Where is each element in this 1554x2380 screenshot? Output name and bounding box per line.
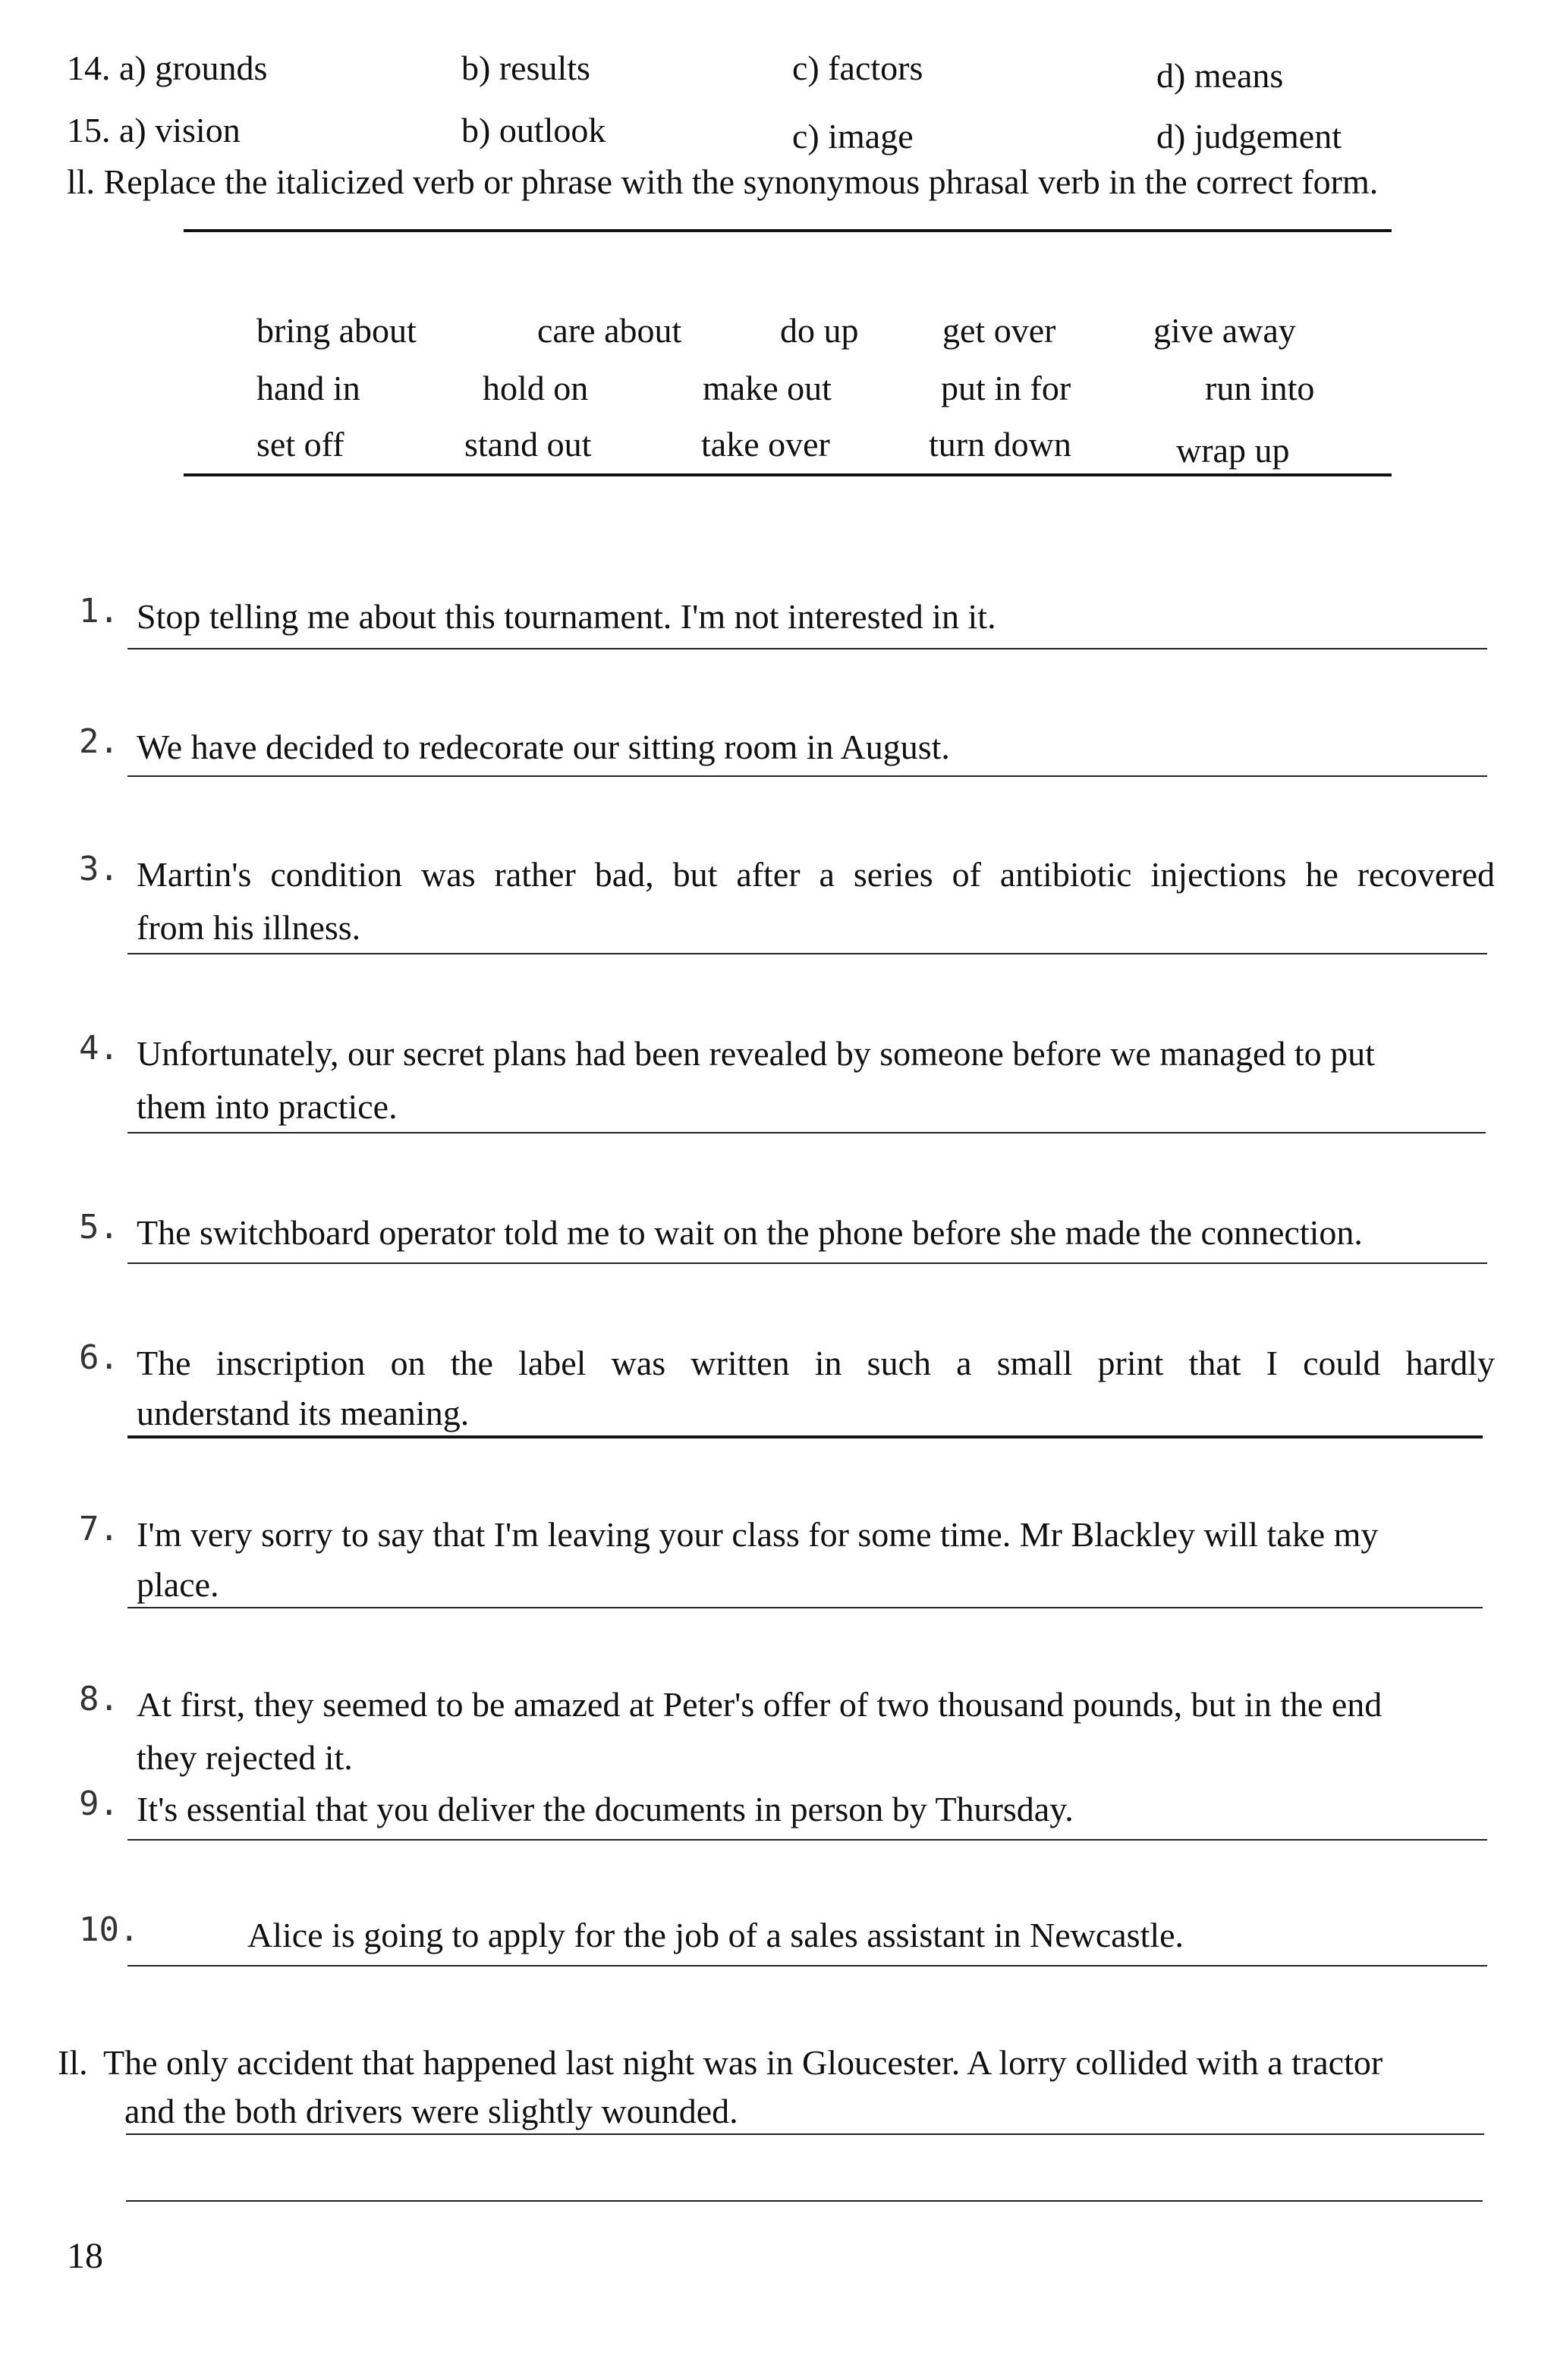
item-sentence-continued: place. [137,1565,219,1604]
item-sentence: The inscription on the label was written in such a small print that I could hardly [137,1344,1495,1382]
page-number: 18 [67,2236,103,2276]
answer-line[interactable] [127,1965,1487,1967]
item-sentence: We have decided to redecorate our sitting room in August. [137,728,950,766]
item-number: 8. [79,1680,119,1718]
item-sentence-continued: them into practice. [137,1087,398,1126]
word-box-item: take over [701,425,830,464]
word-box-top-rule [184,229,1392,232]
item-sentence: The switchboard operator told me to wait on the phone before she made the connection. [137,1213,1363,1252]
option-c: c) image [792,117,914,156]
word-box-item: wrap up [1176,431,1290,470]
item-sentence-continued: from his illness. [137,908,361,947]
answer-line[interactable] [127,1262,1487,1264]
answer-line[interactable] [127,648,1487,649]
item-sentence: At first, they seemed to be amazed at Peter's offer of two thousand pounds, but in the end [137,1685,1383,1724]
word-box-item: make out [703,369,832,407]
item-number: 1. [79,592,119,630]
item-number: 10. [79,1910,140,1949]
item-number: 9. [79,1784,119,1823]
option-c: c) factors [792,49,923,87]
item-number: 6. [79,1338,119,1377]
word-box-item: do up [780,311,859,350]
item-sentence-continued: they rejected it. [137,1738,353,1777]
answer-line[interactable] [127,1607,1483,1608]
item-number: 5. [79,1208,119,1247]
option-a: 14. a) grounds [67,49,268,87]
item-number: Il. [58,2043,88,2082]
item-number: 4. [79,1029,119,1067]
item-sentence-continued: understand its meaning. [137,1394,470,1432]
item-number: 2. [79,722,119,761]
item-sentence: Alice is going to apply for the job of a sales assistant in Newcastle. [247,1916,1184,1954]
answer-line[interactable] [127,775,1487,777]
answer-line[interactable] [126,2200,1483,2202]
item-number: 3. [79,850,119,888]
exercise-instruction: ll. Replace the italicized verb or phrase with the synonymous phrasal verb in the correct form. [67,162,1379,201]
word-box-item: run into [1205,369,1315,407]
answer-line[interactable] [126,2133,1484,2135]
word-box-item: put in for [941,369,1071,407]
item-sentence: Unfortunately, our secret plans had been revealed by someone before we managed to put [137,1034,1375,1073]
item-sentence: I'm very sorry to say that I'm leaving your class for some time. Mr Blackley will take my [137,1515,1379,1554]
option-d: d) means [1156,56,1284,95]
word-box-item: get over [942,311,1056,350]
word-box-item: stand out [464,425,592,464]
item-sentence-continued: and the both drivers were slightly wounded. [124,2092,738,2130]
word-box-item: set off [256,425,344,464]
answer-line[interactable] [127,1435,1483,1438]
word-box-item: turn down [929,425,1071,464]
item-sentence: It's essential that you deliver the documents in person by Thursday. [137,1790,1074,1828]
option-a: 15. a) vision [67,111,241,149]
word-box-item: hand in [256,369,360,407]
word-box-item: give away [1153,311,1296,350]
item-sentence: Stop telling me about this tournament. I'm not interested in it. [137,597,996,636]
item-sentence: Martin's condition was rather bad, but after a series of antibiotic injections he recovered [137,855,1495,894]
option-b: b) outlook [461,111,606,149]
item-sentence: The only accident that happened last night was in Gloucester. A lorry collided with a tractor [103,2043,1383,2082]
answer-line[interactable] [127,1132,1486,1133]
word-box-item: care about [537,311,682,350]
word-box-item: bring about [256,311,417,350]
option-d: d) judgement [1156,117,1342,156]
answer-line[interactable] [127,953,1487,954]
answer-line[interactable] [127,1839,1487,1841]
word-box-bottom-rule [184,473,1392,476]
option-b: b) results [461,49,590,87]
item-number: 7. [79,1510,119,1548]
word-box-item: hold on [483,369,589,407]
